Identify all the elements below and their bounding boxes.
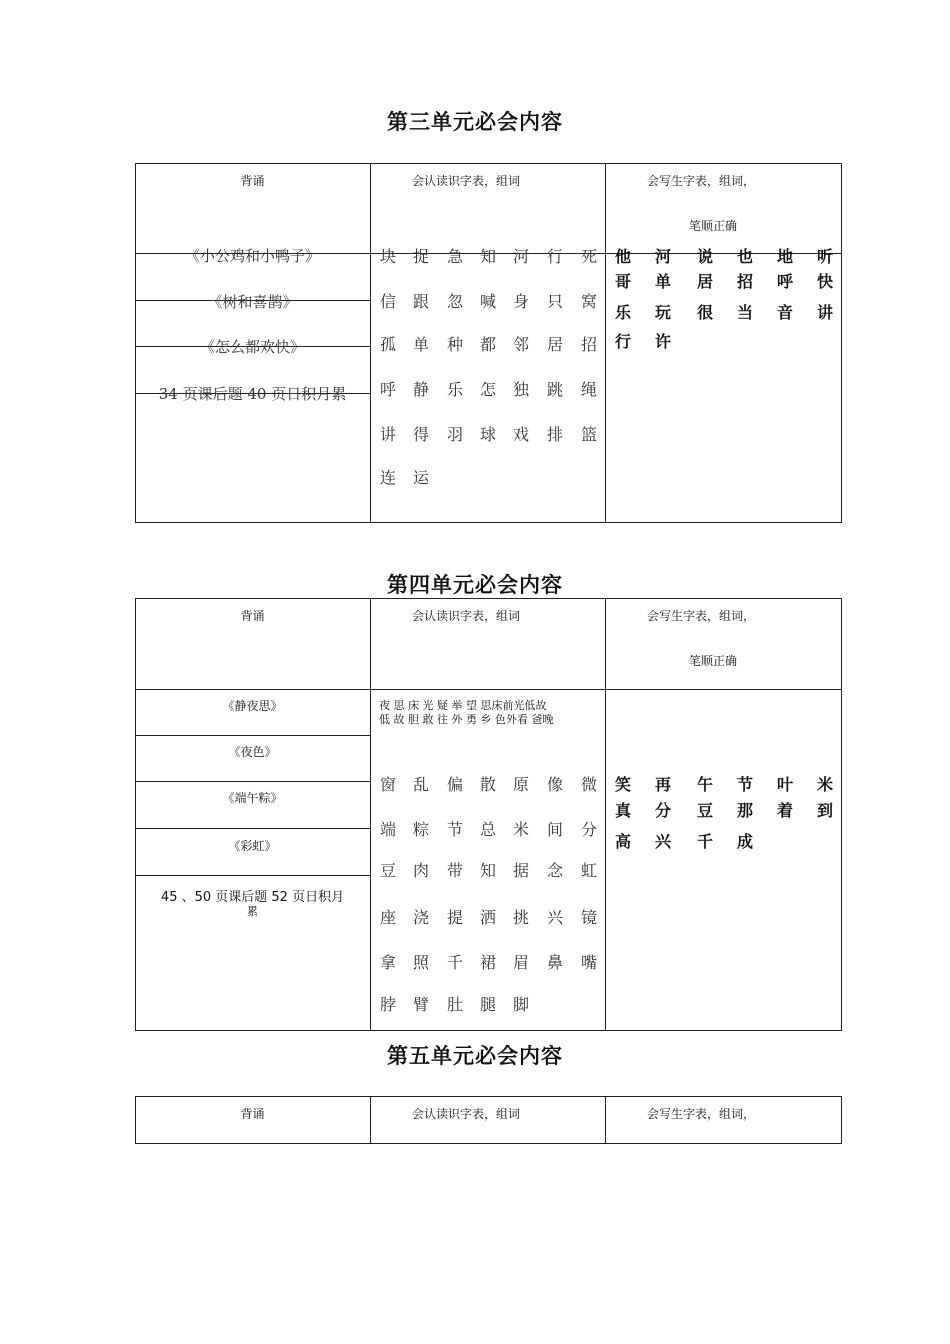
character: 豆 (696, 801, 713, 820)
character: 散 (479, 775, 496, 794)
character: 单 (654, 272, 671, 291)
character: 虹 (580, 861, 597, 880)
character: 镜 (580, 908, 597, 927)
character: 着 (776, 801, 793, 820)
character: 节 (446, 820, 463, 839)
character: 那 (736, 801, 753, 820)
character: 肚 (446, 995, 463, 1014)
character: 河 (654, 247, 671, 266)
character: 微 (580, 775, 597, 794)
unit3-read-header: 会认读识字表，组词 (412, 174, 521, 188)
unit4-read-line-1: 夜 思 床 光 疑 举 望 思床前光低故 (379, 699, 547, 712)
character: 豆 (379, 861, 396, 880)
unit5-title: 第五单元必会内容 (387, 1044, 563, 1068)
unit3-title: 第三单元必会内容 (387, 110, 563, 134)
character: 千 (446, 953, 463, 972)
character: 音 (776, 303, 793, 322)
unit3-write-header-2: 笔顺正确 (689, 219, 738, 233)
character: 知 (479, 247, 496, 266)
character: 讲 (816, 303, 833, 322)
character: 浇 (412, 908, 429, 927)
character: 邻 (512, 335, 529, 354)
character: 他 (614, 247, 631, 266)
character: 窗 (379, 775, 396, 794)
character: 提 (446, 908, 463, 927)
character: 知 (479, 861, 496, 880)
unit3-recite-item: 34 页课后题 40 页日积月累 (158, 385, 347, 403)
unit3-recite-item: 《树和喜鹊》 (207, 293, 298, 311)
unit5-recite-header: 背诵 (240, 1107, 265, 1121)
character: 叶 (776, 775, 793, 794)
character: 地 (776, 247, 793, 266)
character: 讲 (379, 425, 396, 444)
character: 行 (614, 332, 631, 351)
character: 节 (736, 775, 753, 794)
character: 兴 (546, 908, 563, 927)
character: 喊 (479, 292, 496, 311)
character: 连 (379, 468, 396, 487)
character: 千 (696, 832, 713, 851)
unit4-recite-item: 45 、50 页课后题 52 页日积月 (160, 890, 345, 905)
character: 窝 (580, 292, 597, 311)
character: 据 (512, 861, 529, 880)
character: 兴 (654, 832, 671, 851)
character: 信 (379, 292, 396, 311)
character: 米 (816, 775, 833, 794)
character: 到 (816, 801, 833, 820)
character: 身 (512, 292, 529, 311)
character: 间 (546, 820, 563, 839)
unit4-recite-header: 背诵 (240, 609, 265, 623)
unit5-write-header: 会写生字表，组词， (647, 1107, 756, 1121)
character: 脚 (512, 995, 529, 1014)
character: 运 (412, 468, 429, 487)
character: 当 (736, 303, 753, 322)
character: 块 (379, 247, 396, 266)
character: 高 (614, 832, 631, 851)
character: 招 (736, 272, 753, 291)
character: 捉 (412, 247, 429, 266)
character: 肉 (412, 861, 429, 880)
character: 也 (736, 247, 753, 266)
unit4-title: 第四单元必会内容 (387, 573, 563, 597)
character: 怎 (479, 380, 496, 399)
character: 照 (412, 953, 429, 972)
character: 玩 (654, 303, 671, 322)
character: 只 (546, 292, 563, 311)
character: 很 (696, 303, 713, 322)
character: 端 (379, 820, 396, 839)
character: 绳 (580, 380, 597, 399)
character: 洒 (479, 908, 496, 927)
unit4-read-line-2: 低 故 胆 敢 往 外 勇 乡 色外看 爸晚 (379, 713, 554, 726)
character: 乐 (614, 303, 631, 322)
unit3-recite-item: 《小公鸡和小鸭子》 (184, 247, 320, 265)
unit3-recite-header: 背诵 (240, 174, 265, 188)
character: 说 (696, 247, 713, 266)
character: 真 (614, 801, 631, 820)
character: 河 (512, 247, 529, 266)
character: 分 (580, 820, 597, 839)
character: 拿 (379, 953, 396, 972)
character: 再 (654, 775, 671, 794)
character: 篮 (580, 425, 597, 444)
character: 嘴 (580, 953, 597, 972)
character: 居 (696, 272, 713, 291)
character: 总 (479, 820, 496, 839)
character: 挑 (512, 908, 529, 927)
character: 脖 (379, 995, 396, 1014)
character: 原 (512, 775, 529, 794)
character: 分 (654, 801, 671, 820)
character: 戏 (512, 425, 529, 444)
character: 羽 (446, 425, 463, 444)
character: 单 (412, 335, 429, 354)
character: 哥 (614, 272, 631, 291)
character: 跳 (546, 380, 563, 399)
unit4-recite-item: 《静夜思》 (222, 699, 283, 713)
character: 座 (379, 908, 396, 927)
unit4-recite-item-cont: 累 (247, 905, 258, 918)
character: 偏 (446, 775, 463, 794)
character: 跟 (412, 292, 429, 311)
character: 鼻 (546, 953, 563, 972)
character: 死 (580, 247, 597, 266)
character: 听 (816, 247, 833, 266)
character: 居 (546, 335, 563, 354)
unit3-recite-item: 《怎么都欢快》 (199, 338, 305, 356)
character: 许 (654, 332, 671, 351)
character: 都 (479, 335, 496, 354)
unit4-write-header-2: 笔顺正确 (689, 654, 738, 668)
character: 孤 (379, 335, 396, 354)
character: 眉 (512, 953, 529, 972)
character: 种 (446, 335, 463, 354)
character: 快 (816, 272, 833, 291)
character: 得 (412, 425, 429, 444)
character: 像 (546, 775, 563, 794)
character: 粽 (412, 820, 429, 839)
character: 忽 (446, 292, 463, 311)
character: 裙 (479, 953, 496, 972)
unit3-write-header: 会写生字表，组词， (647, 174, 756, 188)
unit4-read-header: 会认读识字表，组词 (412, 609, 521, 623)
character: 臂 (412, 995, 429, 1014)
character: 米 (512, 820, 529, 839)
character: 笑 (614, 775, 631, 794)
character: 排 (546, 425, 563, 444)
character: 球 (479, 425, 496, 444)
character: 成 (736, 832, 753, 851)
character: 独 (512, 380, 529, 399)
unit4-recite-item: 《彩虹》 (228, 839, 277, 853)
character: 静 (412, 380, 429, 399)
character: 带 (446, 861, 463, 880)
character: 招 (580, 335, 597, 354)
unit4-recite-item: 《夜色》 (228, 745, 277, 759)
character: 行 (546, 247, 563, 266)
character: 乐 (446, 380, 463, 399)
character: 腿 (479, 995, 496, 1014)
unit4-write-header: 会写生字表，组词， (647, 609, 756, 623)
character: 午 (696, 775, 713, 794)
character: 急 (446, 247, 463, 266)
unit4-recite-item: 《端午粽》 (222, 791, 283, 805)
character: 念 (546, 861, 563, 880)
character: 呼 (379, 380, 396, 399)
unit5-read-header: 会认读识字表，组词 (412, 1107, 521, 1121)
character: 乱 (412, 775, 429, 794)
character: 呼 (776, 272, 793, 291)
